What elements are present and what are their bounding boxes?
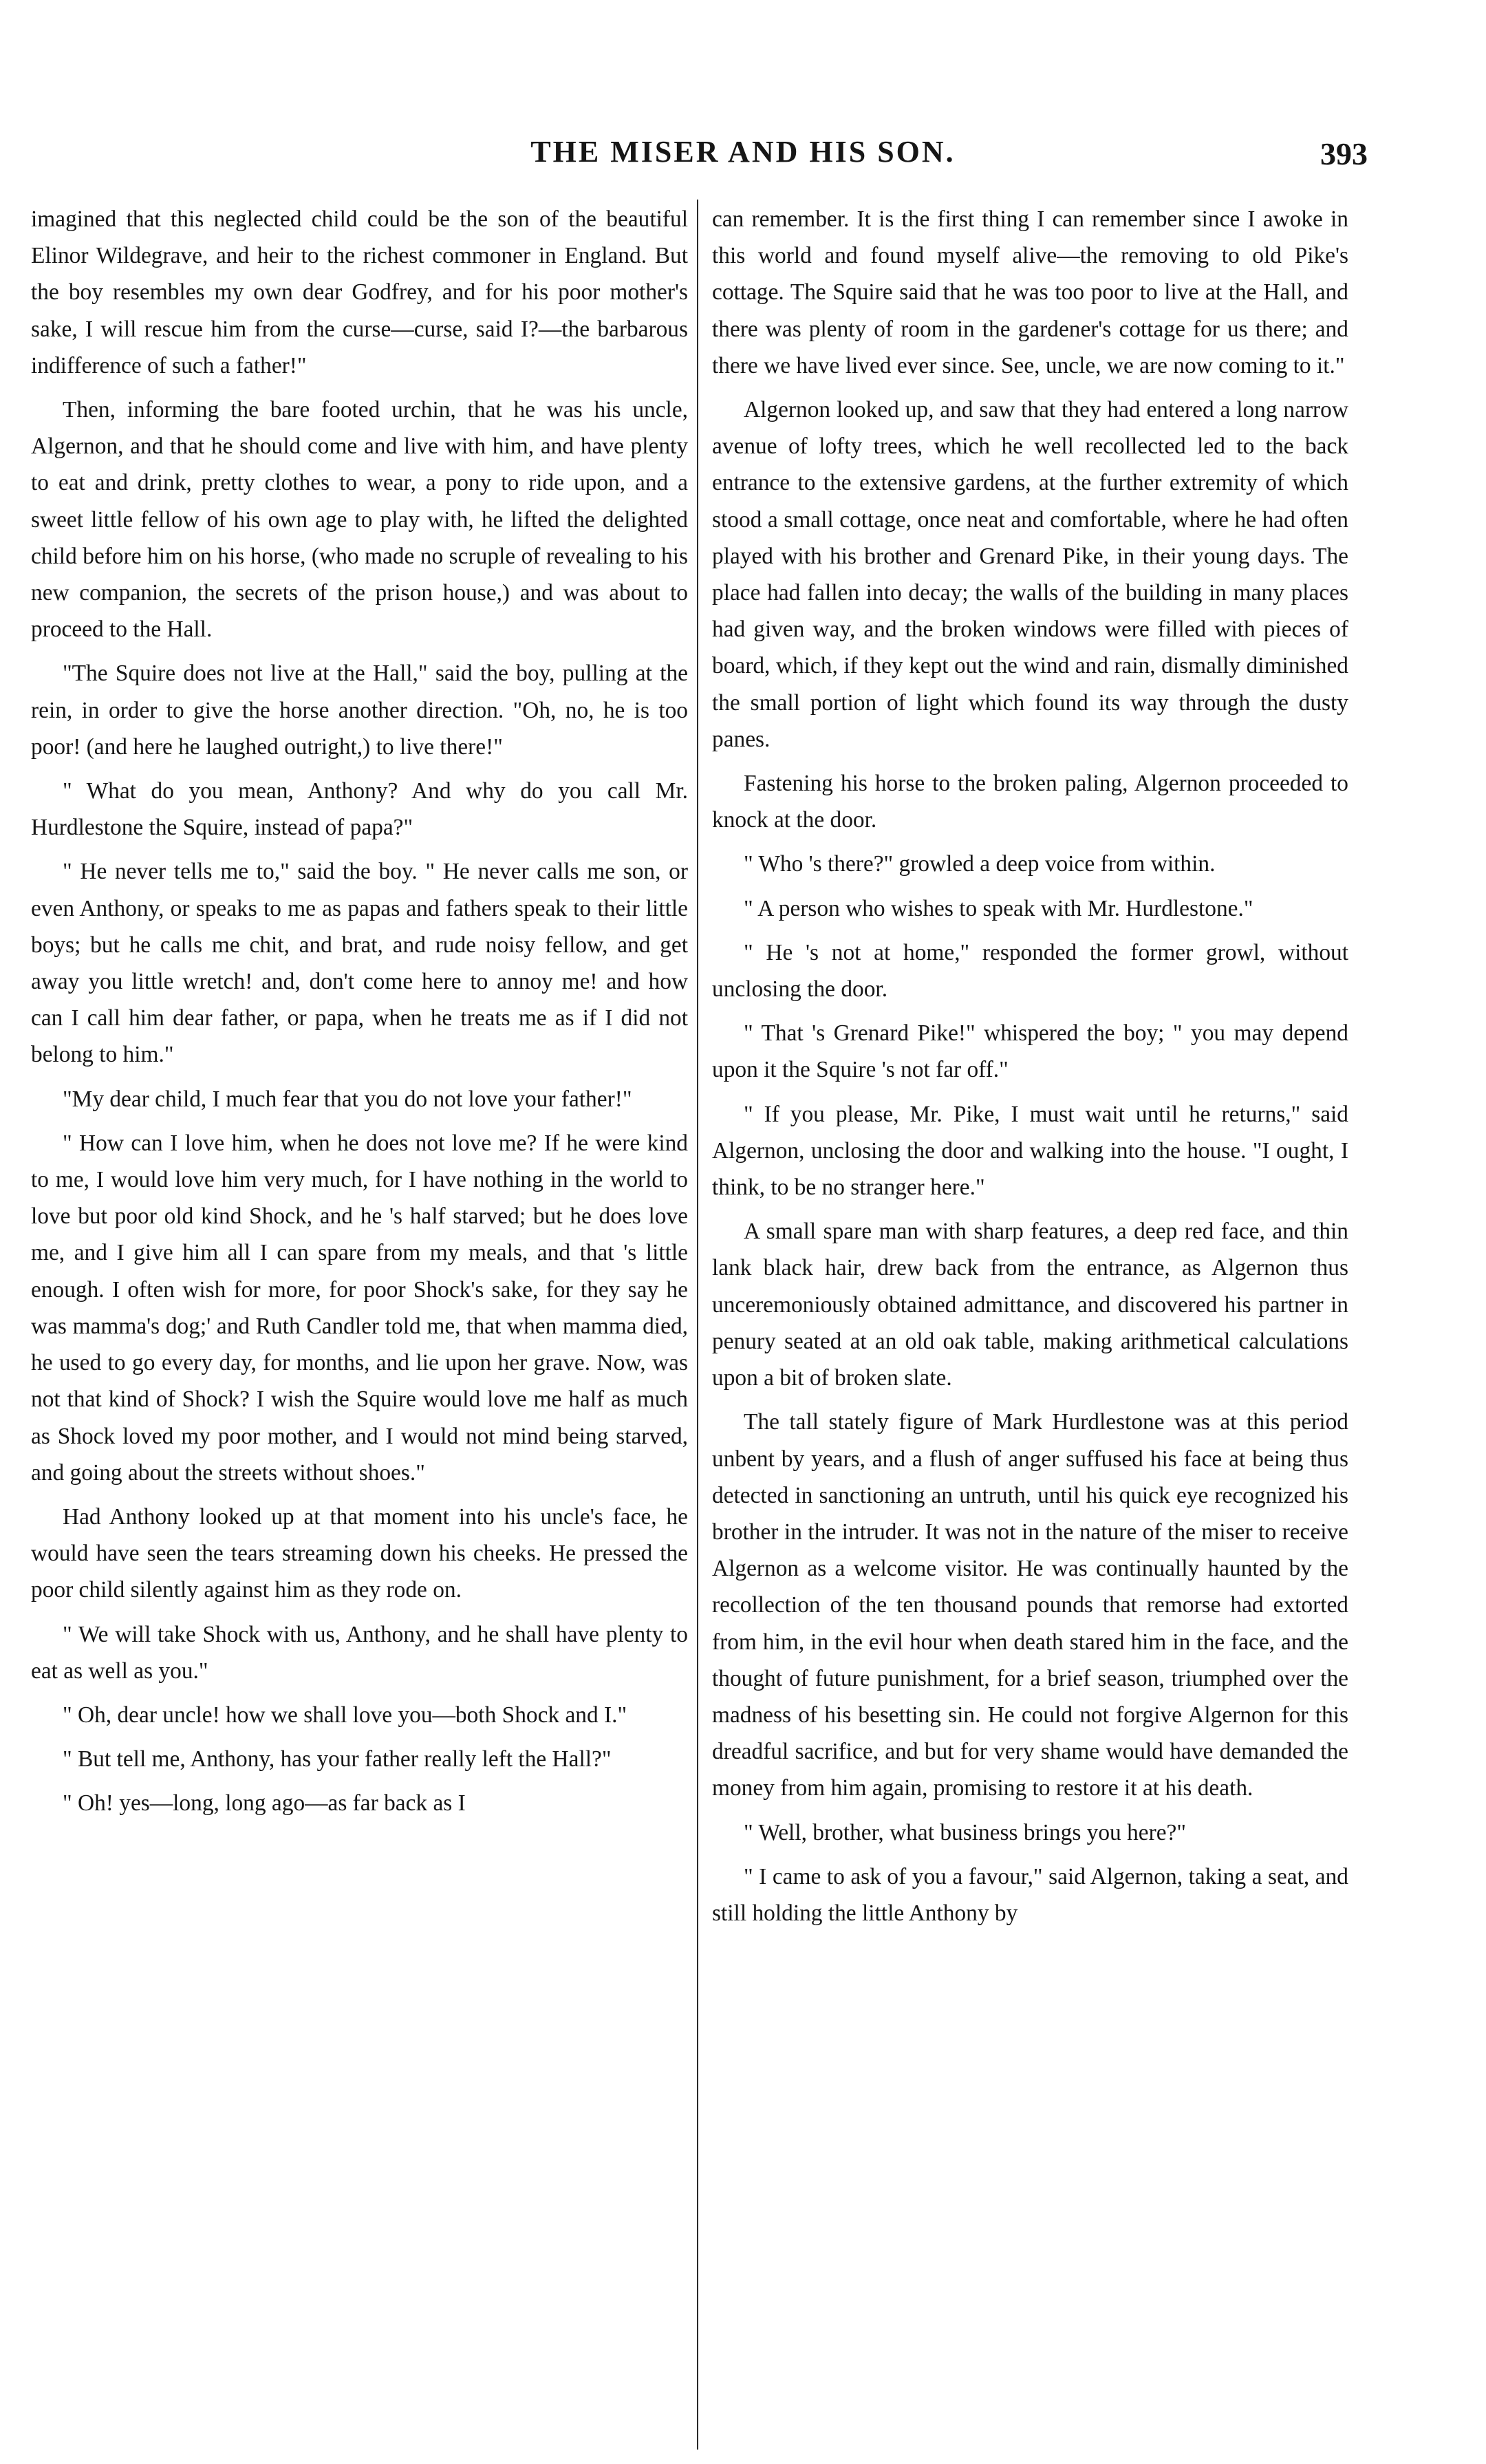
- right-column: [712, 201, 1348, 1939]
- paragraph: Then, informing the bare footed urchin, that he was his uncle, Algernon, and that he should come and live with him, and have plenty to eat and drink, pretty clothes to wear, a pony to ride upon, and a sweet little fellow of his own age to play with, he lifted the delighted child before him on his horse, (who made no scruple of revealing to his new companion, the secrets of the prison house,) and was about to proceed to the Hall.: [31, 397, 688, 643]
- running-title: THE MISER AND HIS SON.: [530, 135, 956, 169]
- paragraph: "The Squire does not live at the Hall," said the boy, pulling at the rein, in order to give the horse another direction. "Oh, no, he is too poor! (and here he laughed outright,) to live there!": [31, 661, 688, 760]
- paragraph: " But tell me, Anthony, has your father really left the Hall?": [63, 1746, 612, 1772]
- left-column: [31, 201, 688, 1830]
- paragraph: " What do you mean, Anthony? And why do you call Mr. Hurdlestone the Squire, instead of papa?": [31, 778, 688, 841]
- paragraph: Algernon looked up, and saw that they had entered a long narrow avenue of lofty trees, which he well recollected led to the back entrance to the extensive gardens, at the further extremity of which stood a small cottage, once neat and comfortable, where he had often played with his brother and Grenard Pike, in their young days. The place had fallen into decay; the walls of the building in many places had given way, and the broken windows were filled with pieces of board, which, if they kept out the wind and rain, dismally diminished the small portion of light which found its way through the dusty panes.: [712, 397, 1348, 752]
- paragraph: " Oh! yes—long, long ago—as far back as I: [63, 1790, 466, 1817]
- paragraph: " How can I love him, when he does not love me? If he were kind to me, I would love him very much, for I have nothing in the world to love but poor old kind Shock, and he 's half starved; but he does love me, and I give him all I can spare from my meals, and that 's little enough. I often wish for more, for poor Shock's sake, for they say he was mamma's dog;' and Ruth Candler told me, that when mamma died, he used to go every day, for months, and lie upon her grave. Now, was not that kind of Shock? I wish the Squire would love me half as much as Shock loved my poor mother, and I would not mind being starved, and going about the streets without shoes.": [31, 1130, 688, 1486]
- page-number: 393: [1320, 136, 1368, 171]
- paragraph: " A person who wishes to speak with Mr. Hurdlestone.": [744, 895, 1253, 921]
- paragraph: can remember. It is the first thing I can remember since I awoke in this world and found myself alive—the removing to old Pike's cottage. The Squire said that he was too poor to live at the Hall, and there was plenty of room in the gardener's cottage for us there; and there we have lived ever since. See, uncle, we are now coming to it.": [712, 206, 1348, 378]
- paragraph: A small spare man with sharp features, a deep red face, and thin lank black hair, drew back from the entrance, as Algernon thus unceremoniously obtained admittance, and discovered his partner in penury seated at an old oak table, making arithmetical calculations upon a bit of broken slate.: [712, 1219, 1348, 1391]
- paragraph: " I came to ask of you a favour," said Algernon, taking a seat, and still holding the little Anthony by: [712, 1863, 1348, 1926]
- paragraph: The tall stately figure of Mark Hurdlestone was at this period unbent by years, and a flush of anger suffused his face at being thus detected in sanctioning an untruth, until his quick eye recognized his brother in the intruder. It was not in the nature of the miser to receive Algernon as a welcome visitor. He was continually haunted by the recollection of the ten thousand pounds that remorse had extorted from him, in the evil hour when death stared him in the face, and the thought of future punishment, for a brief season, triumphed over the madness of his besetting sin. He could not forgive Algernon for this dreadful sacrifice, and but for very shame would have demanded the money from him again, promising to restore it at his death.: [712, 1409, 1348, 1801]
- paragraph: Fastening his horse to the broken paling, Algernon proceeded to knock at the door.: [712, 771, 1348, 833]
- paragraph: " That 's Grenard Pike!" whispered the boy; " you may depend upon it the Squire 's not far off.": [712, 1020, 1348, 1083]
- paragraph: " Well, brother, what business brings you here?": [744, 1819, 1186, 1845]
- paragraph: " Who 's there?" growled a deep voice from within.: [744, 851, 1216, 877]
- paragraph: " Oh, dear uncle! how we shall love you—both Shock and I.": [63, 1702, 627, 1728]
- paragraph: " If you please, Mr. Pike, I must wait until he returns," said Algernon, unclosing the door and walking into the house. "I ought, I think, to be no stranger here.": [712, 1101, 1348, 1201]
- paragraph: " He 's not at home," responded the former growl, without unclosing the door.: [712, 939, 1348, 1003]
- paragraph: Had Anthony looked up at that moment into his uncle's face, he would have seen the tears streaming down his cheeks. He pressed the poor child silently against him as they rode on.: [31, 1503, 688, 1603]
- paragraph: " He never tells me to," said the boy. " He never calls me son, or even Anthony, or speaks to me as papas and fathers speak to their little boys; but he calls me chit, and brat, and rude noisy fellow, and get away you little wretch! and, don't come here to annoy me! and how can I call him dear father, or papa, when he treats me as if I did not belong to him.": [31, 859, 688, 1068]
- paragraph: " We will take Shock with us, Anthony, and he shall have plenty to eat as well as you.": [31, 1621, 688, 1684]
- paragraph: imagined that this neglected child could be the son of the beautiful Elinor Wildegrave, and heir to the richest commoner in England. But the boy resembles my own dear Godfrey, and for his poor mother's sake, I will rescue him from the curse—curse, said I?—the barbarous indifference of such a father!": [31, 206, 688, 378]
- column-divider: [697, 200, 698, 2450]
- paragraph: "My dear child, I much fear that you do not love your father!": [63, 1086, 632, 1112]
